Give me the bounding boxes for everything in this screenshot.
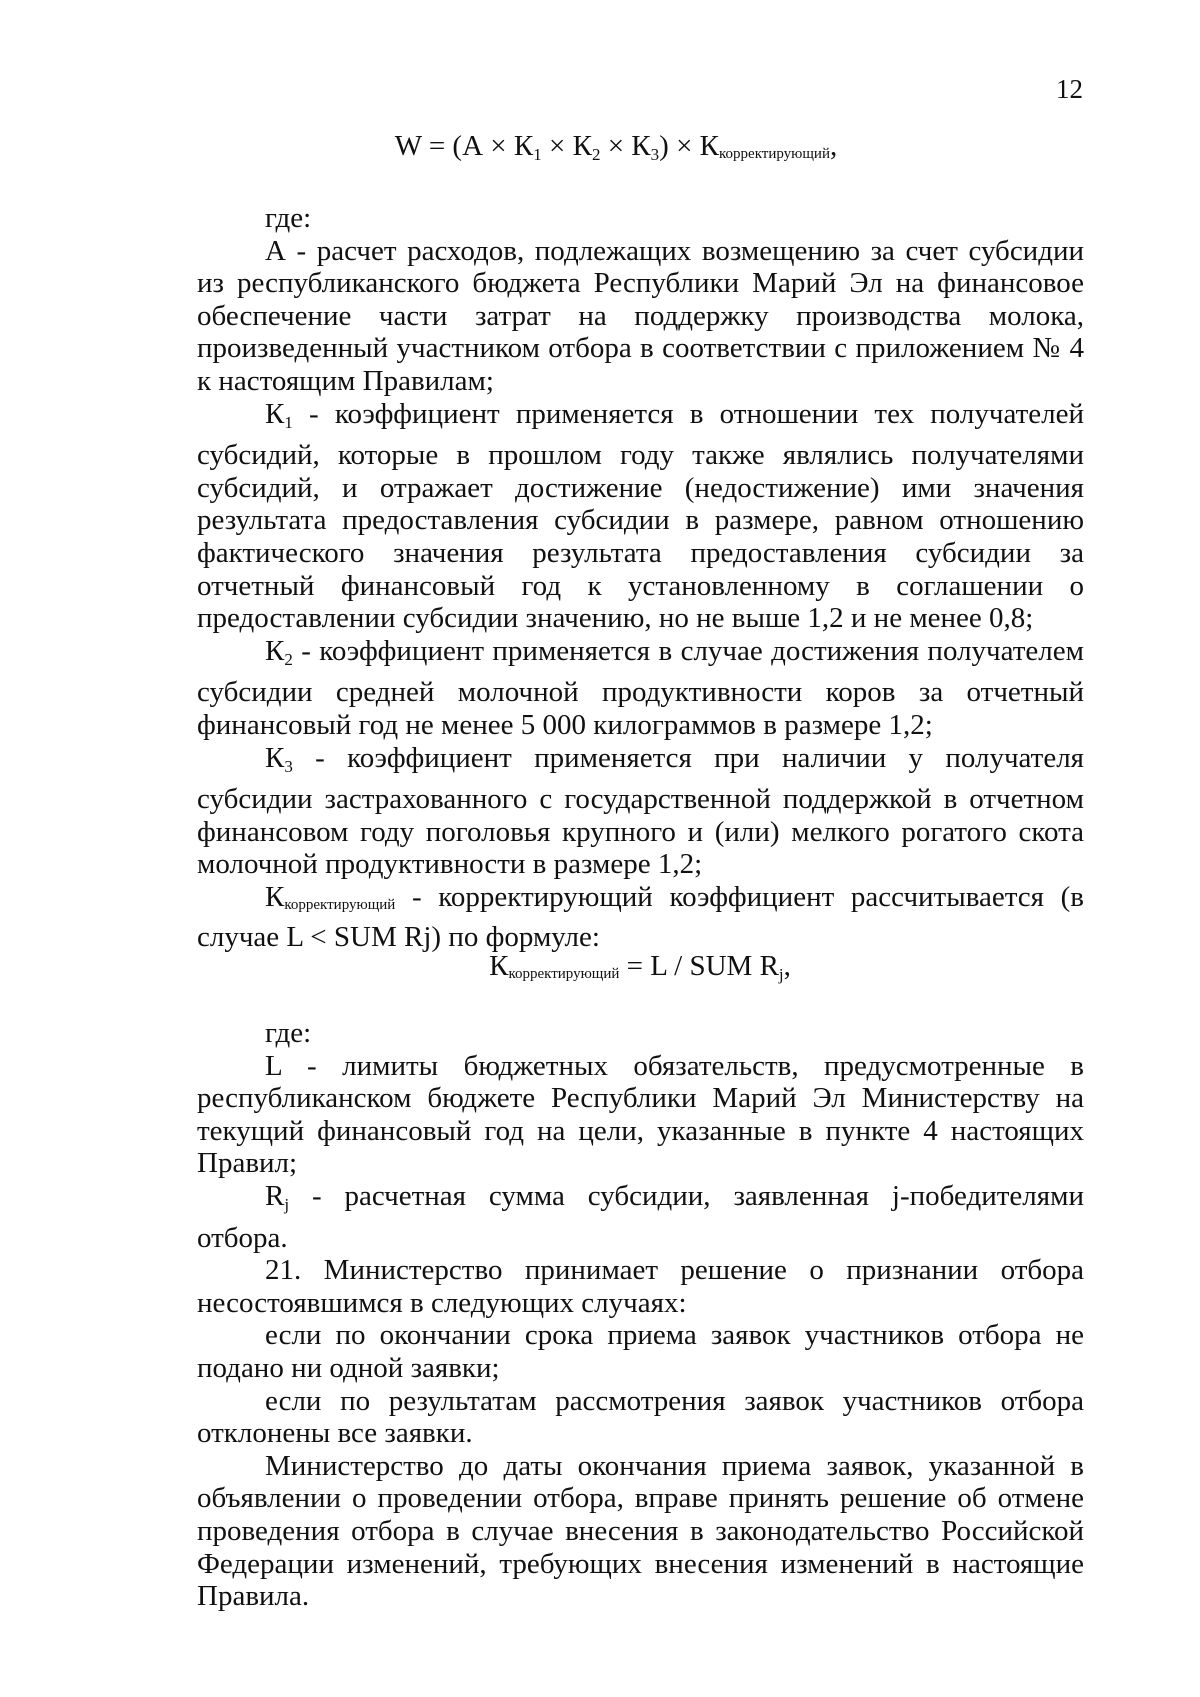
formula-k3: × К [600,130,651,162]
rj-text: - расчетная сумма субсидии, заявленная j-победителями отбора. [197,1179,1084,1254]
definition-a: А - расчет расходов, подлежащих возмещению за счет субсидии из республиканского бюджета Республики Марий Эл на финансовое обеспечение части затрат на поддержку производства молока, произведенный участником отбора в соответствии с приложением № 4 к настоящим Правилам; [197,234,1084,397]
where-label-2: где: [265,1017,312,1049]
k2-letter: К [265,634,285,667]
definition-k2 [197,635,1084,742]
kcorr-subscript: корректирующий [719,146,830,162]
kcorr-rhs: = L / SUM R [619,950,779,982]
definition-kcorr [197,881,1084,954]
k1-subscript: 1 [533,145,542,164]
kc-text: - корректирующий коэффициент рассчитывается (в случае L < SUM Rj) по формуле: [197,880,1084,954]
definition-rj [197,1180,1084,1254]
where-label: где: [265,202,312,234]
definition-k1 [197,398,1084,635]
formula-kcorr: ) × К [659,130,720,162]
kcorr-tail: , [783,950,791,982]
subsidy-formula [0,130,1200,165]
k1-sub: 1 [284,412,293,432]
formula-lhs: W = (А × К [394,130,534,162]
rj-subscript: j [778,965,784,984]
rj-sub: j [284,1194,290,1214]
k3-letter: К [265,741,285,774]
case-no-applications: если по окончании срока приема заявок участников отбора не подано ни одной заявки; [197,1319,1084,1384]
correction-formula [0,950,1200,985]
second-definitions-block [197,1017,1084,1613]
kcorr-formula-subscript: корректирующий [508,966,620,982]
k1-text: - коэффициент применяется в отношении тех получателей субсидий, которые в прошлом году также являлись получателями субсидий, и отражает достижение (недостижение) ими значения результата предоставления субсидии в размере, равном отношению фактического значения результата предоставления субсидии за отчетный финансовый год к установленному в соглашении о предоставлении субсидии значению, но не выше 1,2 и не менее 0,8; [197,397,1084,635]
k2-text: - коэффициент применяется в случае достижения получателем субсидии средней молочной продуктивности коров за отчетный финансовый год не менее 5 000 килограммов в размере 1,2; [197,634,1084,741]
definition-l: L - лимиты бюджетных обязательств, предусмотренные в республиканском бюджете Республики Марий Эл Министерству на текущий финансовый год на цели, указанные в пункте 4 настоящих Правил; [197,1049,1084,1180]
case-all-rejected: если по результатам рассмотрения заявок участников отбора отклонены все заявки. [197,1384,1084,1450]
rj-letter: R [265,1179,285,1212]
kc-sub: корректирующий [284,896,396,913]
page-number: 12 [1056,74,1083,104]
k3-sub: 3 [284,756,293,776]
k3-text: - коэффициент применяется при наличии у получателя субсидии застрахованного с государственной поддержкой в отчетном финансовом году поголовья крупного и (или) мелкого рогатого скота молочной продуктивности в размере 1,2; [197,741,1084,881]
k1-letter: К [265,397,285,430]
kc-letter: К [265,880,285,913]
final-paragraph: Министерство до даты окончания приема заявок, указанной в объявлении о проведении отбора, вправе принять решение об отмене проведения отбора в случае внесения в законодательство Российской Федерации изменений, требующих внесения изменений в настоящие Правила. [197,1449,1084,1613]
formula-k2: × К [541,130,592,162]
definitions-block [197,202,1084,954]
k2-sub: 2 [284,649,293,669]
k2-subscript: 2 [591,145,601,164]
formula-tail: , [830,130,838,162]
paragraph-21: 21. Министерство принимает решение о признании отбора несостоявшимся в следующих случаях: [197,1254,1084,1319]
definition-k3 [197,742,1084,881]
kcorr-letter: К [489,950,509,982]
k3-subscript: 3 [650,145,660,164]
